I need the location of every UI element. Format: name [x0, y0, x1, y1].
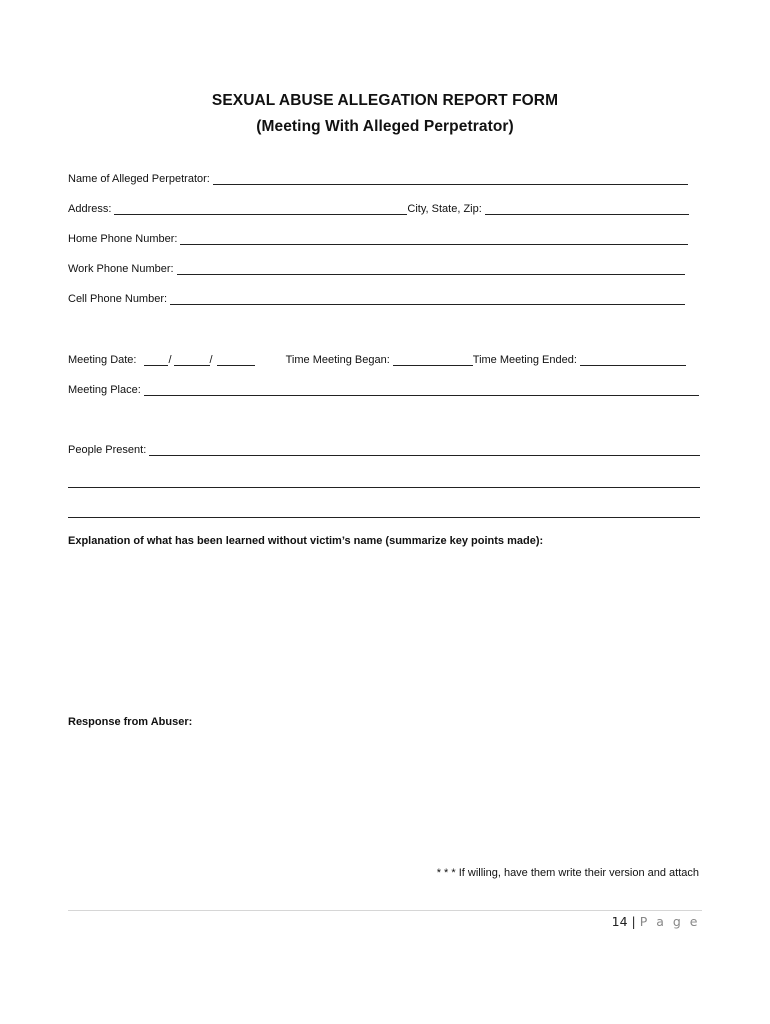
cell-phone-row	[68, 292, 685, 306]
home-phone-field[interactable]	[180, 233, 688, 245]
work-phone-field[interactable]	[177, 263, 685, 275]
explanation-heading: Explanation of what has been learned without victim’s name (summarize key points made):	[68, 535, 544, 547]
time-began-field[interactable]	[393, 354, 473, 366]
address-row	[68, 202, 689, 216]
cell-phone-label: Cell Phone Number:	[68, 293, 168, 305]
form-subtitle: (Meeting With Alleged Perpetrator)	[256, 118, 514, 135]
meeting-date-year-field[interactable]	[217, 354, 255, 366]
response-heading: Response from Abuser:	[68, 716, 193, 728]
perpetrator-name-row	[68, 172, 688, 186]
form-title: SEXUAL ABUSE ALLEGATION REPORT FORM	[211, 92, 559, 109]
page-number-value: 14	[611, 914, 628, 929]
page-word: P a g e	[639, 914, 700, 929]
meeting-date-day-field[interactable]	[174, 354, 210, 366]
city-state-zip-label: City, State, Zip:	[407, 203, 482, 215]
date-separator-1: /	[168, 354, 172, 366]
time-ended-label: Time Meeting Ended:	[472, 354, 577, 366]
perpetrator-name-field[interactable]	[213, 173, 688, 185]
meeting-time-row	[68, 353, 686, 367]
meeting-place-row	[68, 383, 699, 397]
work-phone-row	[68, 262, 685, 276]
date-separator-2: /	[209, 354, 213, 366]
meeting-date-label: Meeting Date:	[68, 354, 137, 366]
people-present-line-2[interactable]	[68, 487, 700, 488]
people-present-row	[68, 443, 700, 457]
page-number-separator: |	[631, 914, 636, 929]
meeting-place-field[interactable]	[144, 384, 699, 396]
people-present-field[interactable]	[149, 444, 700, 456]
cell-phone-field[interactable]	[170, 293, 685, 305]
city-state-zip-field[interactable]	[485, 203, 689, 215]
people-present-line-3[interactable]	[68, 517, 700, 518]
work-phone-label: Work Phone Number:	[68, 263, 174, 275]
address-field[interactable]	[114, 203, 407, 215]
time-began-label: Time Meeting Began:	[285, 354, 390, 366]
address-label: Address:	[68, 203, 112, 215]
people-present-label: People Present:	[68, 444, 147, 456]
meeting-place-label: Meeting Place:	[68, 384, 141, 396]
attach-version-note: * * * If willing, have them write their version and attach	[436, 867, 699, 879]
footer-divider	[68, 910, 702, 911]
meeting-date-month-field[interactable]	[144, 354, 168, 366]
time-ended-field[interactable]	[580, 354, 686, 366]
home-phone-row	[68, 232, 688, 246]
page-number	[612, 914, 700, 929]
home-phone-label: Home Phone Number:	[68, 233, 178, 245]
perpetrator-name-label: Name of Alleged Perpetrator:	[68, 173, 210, 185]
